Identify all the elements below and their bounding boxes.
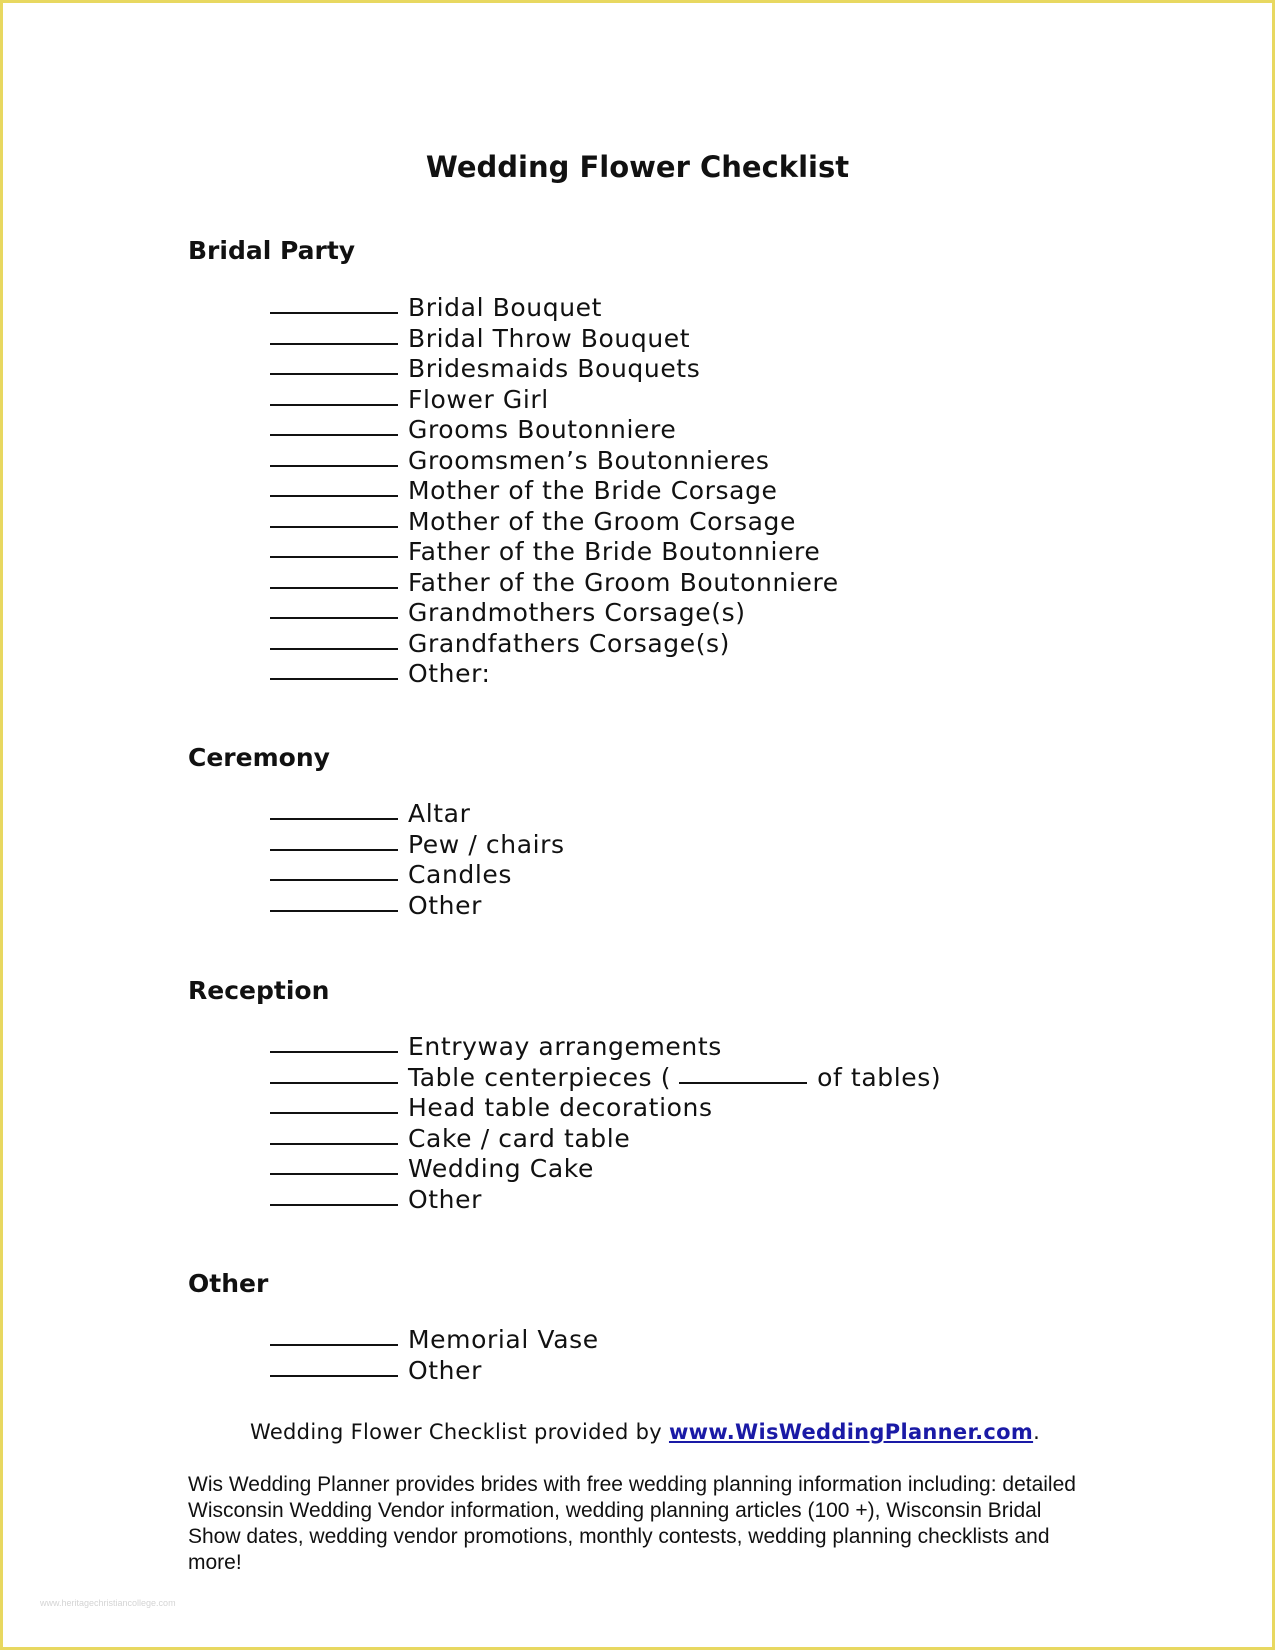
item-label: Candles [408, 860, 513, 889]
item-label: Bridal Bouquet [408, 293, 603, 322]
item-label: Grandmothers Corsage(s) [408, 598, 746, 627]
item-label: Bridal Throw Bouquet [408, 323, 691, 353]
credit-line [250, 1420, 1040, 1444]
checkbox-blank-line[interactable] [270, 1109, 398, 1114]
checkbox-blank-line[interactable] [270, 553, 398, 558]
section-heading-ceremony: Ceremony [188, 743, 330, 772]
other-list [270, 1325, 599, 1386]
checkbox-blank-line[interactable] [270, 462, 398, 467]
watermark: www.heritagechristiancollege.com [40, 1598, 176, 1608]
checkbox-blank-line[interactable] [270, 1201, 398, 1206]
checkbox-blank-line[interactable] [270, 492, 398, 497]
checkbox-blank-line[interactable] [270, 1341, 398, 1346]
item-label: Other [408, 1355, 482, 1385]
checklist-item [270, 324, 839, 355]
checklist-item [270, 830, 565, 861]
checkbox-blank-line[interactable] [270, 431, 398, 436]
item-label: Grandfathers Corsage(s) [408, 628, 731, 658]
checklist-item [270, 891, 565, 922]
item-label: Head table decorations [408, 1093, 713, 1122]
item-label: Altar [408, 799, 471, 828]
ceremony-list [270, 799, 565, 921]
item-label: Mother of the Bride Corsage [408, 476, 778, 505]
checkbox-blank-line[interactable] [270, 370, 398, 375]
reception-list [270, 1032, 941, 1215]
checkbox-blank-line[interactable] [270, 584, 398, 589]
item-label: Father of the Bride Boutonniere [408, 537, 821, 566]
item-label: Memorial Vase [408, 1325, 599, 1354]
item-label: Flower Girl [408, 384, 549, 414]
checklist-item [270, 446, 839, 477]
checkbox-blank-line[interactable] [270, 309, 398, 314]
checklist-item [270, 799, 565, 830]
checklist-item [270, 659, 839, 690]
checkbox-blank-line[interactable] [270, 1170, 398, 1175]
checklist-item [270, 354, 839, 385]
checkbox-blank-line[interactable] [270, 645, 398, 650]
item-label: Mother of the Groom Corsage [408, 506, 796, 536]
checklist-item [270, 415, 839, 446]
checkbox-blank-line[interactable] [270, 1372, 398, 1377]
checkbox-blank-line[interactable] [270, 1048, 398, 1053]
checklist-item [270, 1185, 941, 1216]
checklist-item [270, 1325, 599, 1356]
checkbox-blank-line[interactable] [270, 523, 398, 528]
checklist-item [270, 537, 839, 568]
checklist-item [270, 1356, 599, 1387]
item-label: Cake / card table [408, 1123, 631, 1153]
checklist-item [270, 1093, 941, 1124]
checkbox-blank-line[interactable] [270, 846, 398, 851]
checkbox-blank-line[interactable] [270, 815, 398, 820]
checkbox-blank-line[interactable] [270, 340, 398, 345]
table-count-blank-line[interactable] [679, 1079, 807, 1084]
checklist-item [270, 568, 839, 599]
item-label: Wedding Cake [408, 1154, 594, 1183]
item-label: Other [408, 890, 482, 920]
item-label: Bridesmaids Bouquets [408, 354, 701, 383]
item-label: Pew / chairs [408, 829, 565, 859]
website-link[interactable]: www.WisWeddingPlanner.com [668, 1420, 1034, 1444]
checkbox-blank-line[interactable] [270, 907, 398, 912]
about-paragraph: Wis Wedding Planner provides brides with free wedding planning information including: detailed Wisconsin Wedding Vendor information, wedding planning articles (100 +), Wisconsin Bridal Show dates, wedding vendor promotions, monthly contests, wedding planning checklists and more! [188, 1473, 1076, 1574]
checklist-item [270, 293, 839, 324]
credit-suffix: . [1033, 1420, 1041, 1444]
checklist-item [270, 860, 565, 891]
section-heading-other: Other [188, 1269, 269, 1298]
item-label: Other: [408, 659, 491, 688]
checklist-item [270, 1032, 941, 1063]
bridal-party-list [270, 293, 839, 690]
checklist-item [270, 385, 839, 416]
section-heading-reception: Reception [188, 976, 330, 1005]
checklist-item [270, 476, 839, 507]
checkbox-blank-line[interactable] [270, 675, 398, 680]
checkbox-blank-line[interactable] [270, 614, 398, 619]
item-label: Entryway arrangements [408, 1032, 722, 1061]
page-title: Wedding Flower Checklist [425, 150, 850, 184]
checkbox-blank-line[interactable] [270, 876, 398, 881]
item-label: Groomsmen’s Boutonnieres [408, 445, 770, 475]
checklist-item [270, 598, 839, 629]
checklist-item [270, 1124, 941, 1155]
credit-prefix: Wedding Flower Checklist provided by [250, 1420, 662, 1444]
checkbox-blank-line[interactable] [270, 401, 398, 406]
checklist-item [270, 507, 839, 538]
checkbox-blank-line[interactable] [270, 1079, 398, 1084]
item-label: Other [408, 1184, 482, 1214]
checklist-item [270, 1063, 941, 1094]
checkbox-blank-line[interactable] [270, 1140, 398, 1145]
item-label: Table centerpieces ( [408, 1062, 672, 1092]
item-label: Father of the Groom Boutonniere [408, 567, 839, 597]
section-heading-bridal-party: Bridal Party [188, 236, 356, 265]
checklist-item [270, 1154, 941, 1185]
item-label: Grooms Boutonniere [408, 415, 677, 444]
checklist-item [270, 629, 839, 660]
table-count-suffix: of tables) [817, 1062, 942, 1092]
